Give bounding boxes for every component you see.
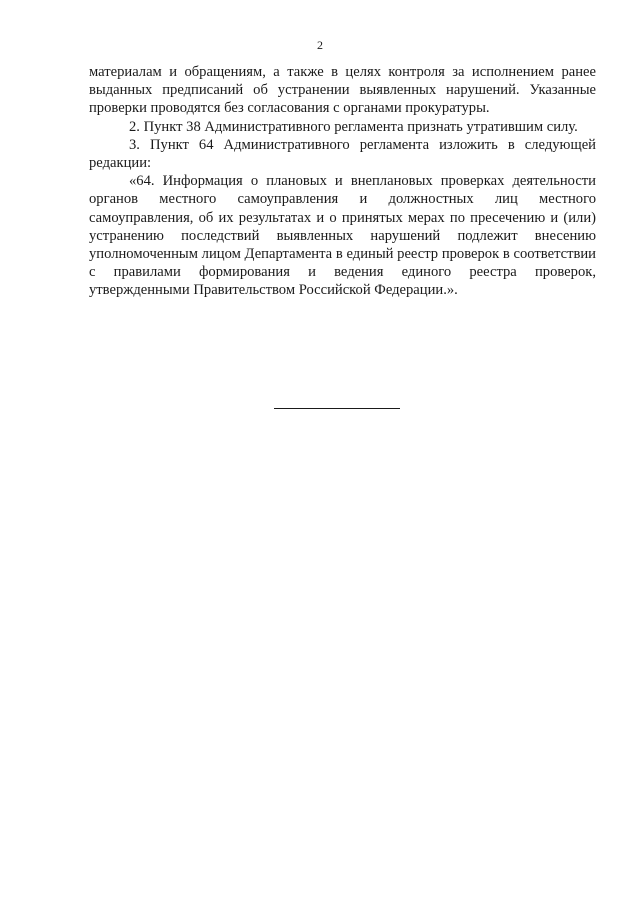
- document-body: [89, 63, 596, 300]
- page-number: 2: [317, 38, 323, 52]
- paragraph-item-2: 2. Пункт 38 Административного регламента признать утратившим силу.: [129, 118, 578, 135]
- paragraph-item-3: 3. Пункт 64 Административного регламента изложить в следующей редакции:: [89, 136, 596, 172]
- paragraph-quoted-item-64: «64. Информация о плановых и внеплановых проверках деятельности органов местного самоуправления и должностных лиц местного самоуправления, об их результатах и о принятых мерах по пресечению и (или) устранению последствий выявленных нарушений подлежит внесению уполномоченным лицом Департамента в единый реестр проверок в соответствии с правилами формирования и ведения единого реестра проверок, утвержденными Правительством Российской Федерации.».: [89, 173, 596, 299]
- paragraph-continuation: материалам и обращениям, а также в целях контроля за исполнением ранее выданных предписаний об устранении выявленных нарушений. Указанные проверки проводятся без согласования с органами прокуратуры.: [89, 64, 596, 117]
- end-separator-line: [274, 408, 400, 409]
